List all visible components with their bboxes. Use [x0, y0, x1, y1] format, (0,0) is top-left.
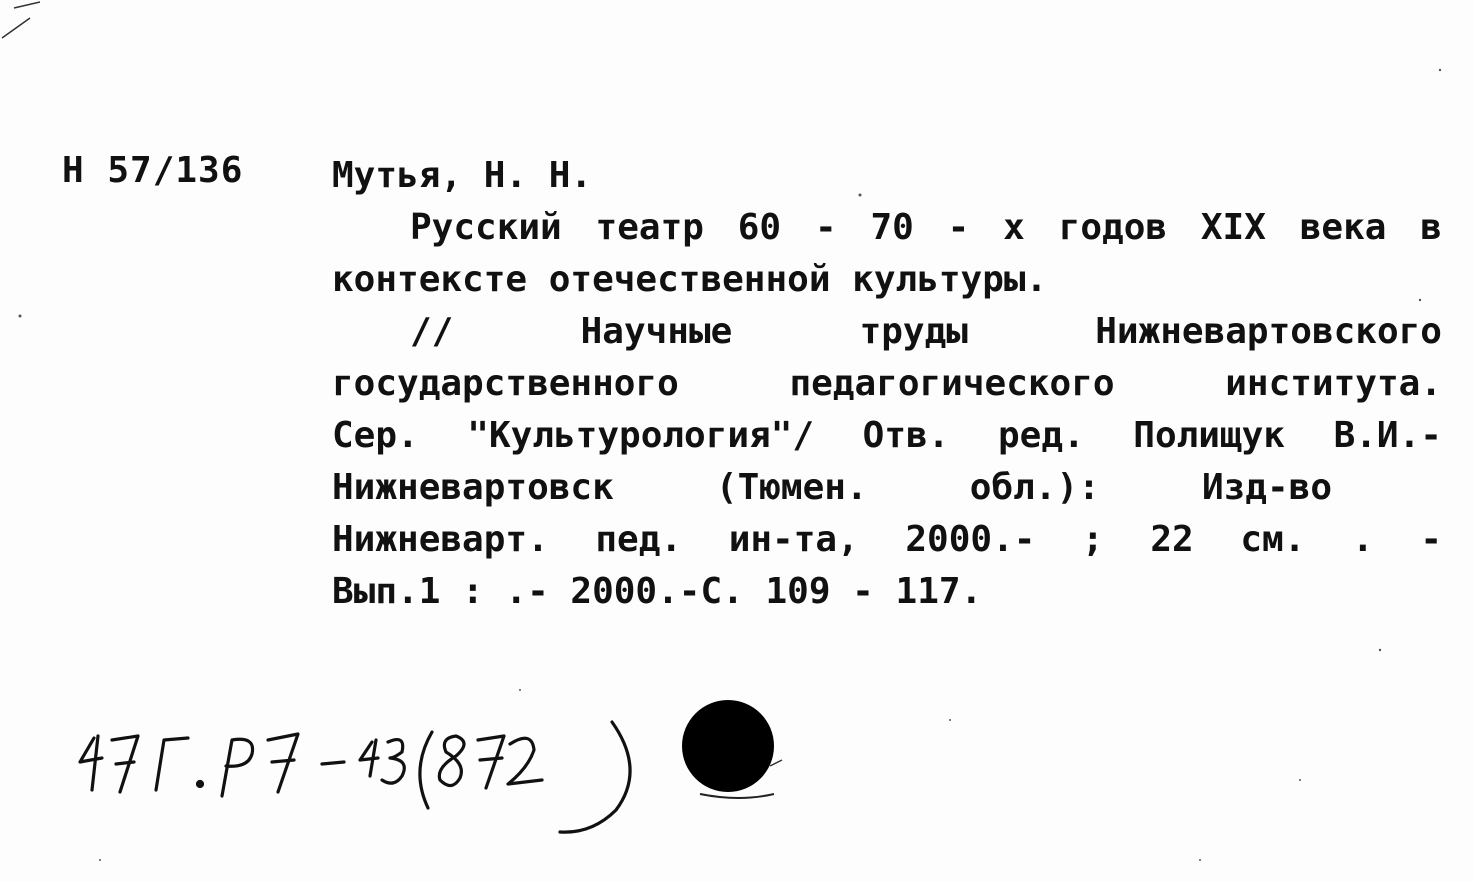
- title-word: в: [1420, 207, 1442, 248]
- source-word: государственного: [332, 363, 679, 404]
- source-word: Научные: [580, 311, 733, 352]
- source-word: ин-та,: [728, 519, 859, 560]
- source-line-1: [332, 306, 1442, 358]
- corner-pen-mark: [0, 0, 60, 50]
- source-word: труды: [859, 311, 968, 352]
- source-word: "Культурология"/: [467, 415, 815, 456]
- bibliographic-entry: [332, 150, 1442, 618]
- source-line-3: [332, 410, 1442, 462]
- source-word: ред.: [997, 415, 1085, 456]
- title-word: -: [947, 207, 970, 248]
- source-line-6: Вып.1 : .- 2000.-С. 109 - 117.: [332, 571, 983, 612]
- source-word: см.: [1240, 519, 1306, 560]
- source-word: .: [1352, 519, 1374, 560]
- source-word: -: [1420, 519, 1442, 560]
- source-word: 2000.-: [905, 519, 1036, 560]
- source-word: Сер.: [332, 415, 419, 456]
- source-word: Нижневарт.: [332, 519, 549, 560]
- source-word: //: [410, 311, 454, 352]
- source-word: В.И.-: [1333, 415, 1442, 456]
- title-word: века: [1299, 207, 1387, 248]
- source-word: Нижневартовского: [1095, 311, 1442, 352]
- title-word: XIX: [1200, 207, 1266, 248]
- source-word: педагогического: [789, 363, 1115, 404]
- source-word: института.: [1225, 363, 1442, 404]
- call-number: Н 57/136: [62, 150, 244, 191]
- ink-dot-stamp: [670, 690, 800, 820]
- title-word: годов: [1058, 207, 1168, 248]
- source-line-5: [332, 514, 1442, 566]
- title-word: х: [1003, 207, 1025, 248]
- title-word: 60: [737, 207, 782, 248]
- source-word: обл.):: [969, 467, 1100, 508]
- source-word: (Тюмен.: [715, 467, 868, 508]
- title-word: Русский: [410, 207, 562, 248]
- source-line-4: [332, 462, 1442, 514]
- title-line-2: контексте отечественной культуры.: [332, 259, 1048, 300]
- source-word: Полищук: [1133, 415, 1285, 456]
- source-word: Отв.: [862, 415, 950, 456]
- title-line-1: [332, 202, 1442, 254]
- source-word: Изд-во: [1201, 467, 1332, 508]
- handwritten-shelf-mark: [72, 700, 652, 850]
- source-word: Нижневартовск: [332, 467, 614, 508]
- source-word: пед.: [595, 519, 683, 560]
- title-word: 70: [870, 207, 914, 248]
- source-word: ;: [1082, 519, 1104, 560]
- source-line-2: [332, 358, 1442, 410]
- source-word: 22: [1150, 519, 1194, 560]
- author-line: Мутья, Н. Н.: [332, 155, 593, 196]
- title-word: театр: [595, 207, 704, 248]
- title-word: -: [814, 207, 837, 248]
